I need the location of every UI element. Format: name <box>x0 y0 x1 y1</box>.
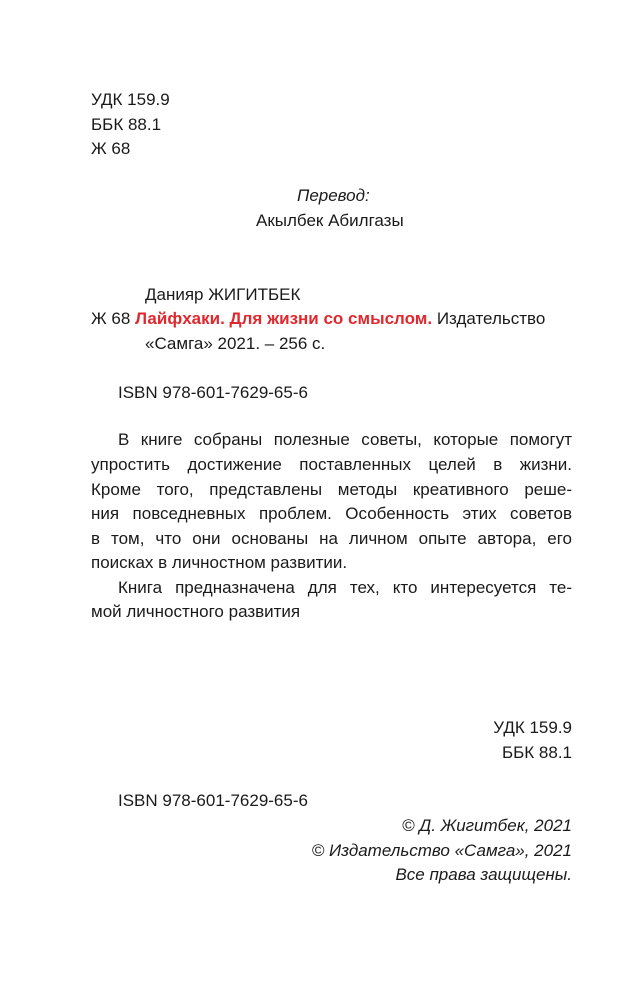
annotation-line: поисках в личностном развитии. <box>91 553 348 572</box>
annotation-line: ния повседневных проблем. Особенность этих советов <box>91 504 572 523</box>
bibliographic-entry <box>91 307 545 331</box>
translation-label: Перевод: <box>297 186 370 205</box>
bbk-code-bottom: ББК 88.1 <box>501 743 572 762</box>
udk-code-top: УДК 159.9 <box>91 90 170 109</box>
bbk-code-top: ББК 88.1 <box>91 115 162 134</box>
annotation-line: упростить достижение поставленных целей в жизни. <box>91 455 572 474</box>
rights-reserved: Все права защищены. <box>395 865 572 884</box>
udk-code-bottom: УДК 159.9 <box>493 718 572 737</box>
publisher-lead: Издательство <box>436 309 546 328</box>
copyright-publisher: © Издательство «Самга», 2021 <box>311 841 572 860</box>
isbn-bottom: ISBN 978-601-7629-65-6 <box>118 791 308 810</box>
author-name: Данияр ЖИГИТБЕК <box>145 285 301 304</box>
annotation-line: В книге собраны полезные советы, которые помогут <box>118 430 572 449</box>
author-mark-top: Ж 68 <box>91 139 131 158</box>
translator-name: Акылбек Абилгазы <box>256 211 404 230</box>
isbn-top: ISBN 978-601-7629-65-6 <box>118 383 308 402</box>
annotation-line: мой личностного развития <box>91 602 301 621</box>
book-title: Лайфхаки. Для жизни со смыслом. <box>135 309 433 328</box>
annotation-line: Книга предназначена для тех, кто интересуется те- <box>118 578 572 597</box>
author-mark: Ж 68 <box>91 309 131 328</box>
annotation-line: в том, что они основаны на личном опыте автора, его <box>91 529 572 548</box>
annotation-line: Кроме того, представлены методы креативного реше- <box>91 480 572 499</box>
copyright-author: © Д. Жигитбек, 2021 <box>401 816 572 835</box>
publisher-info: «Самга» 2021. – 256 с. <box>145 334 326 353</box>
